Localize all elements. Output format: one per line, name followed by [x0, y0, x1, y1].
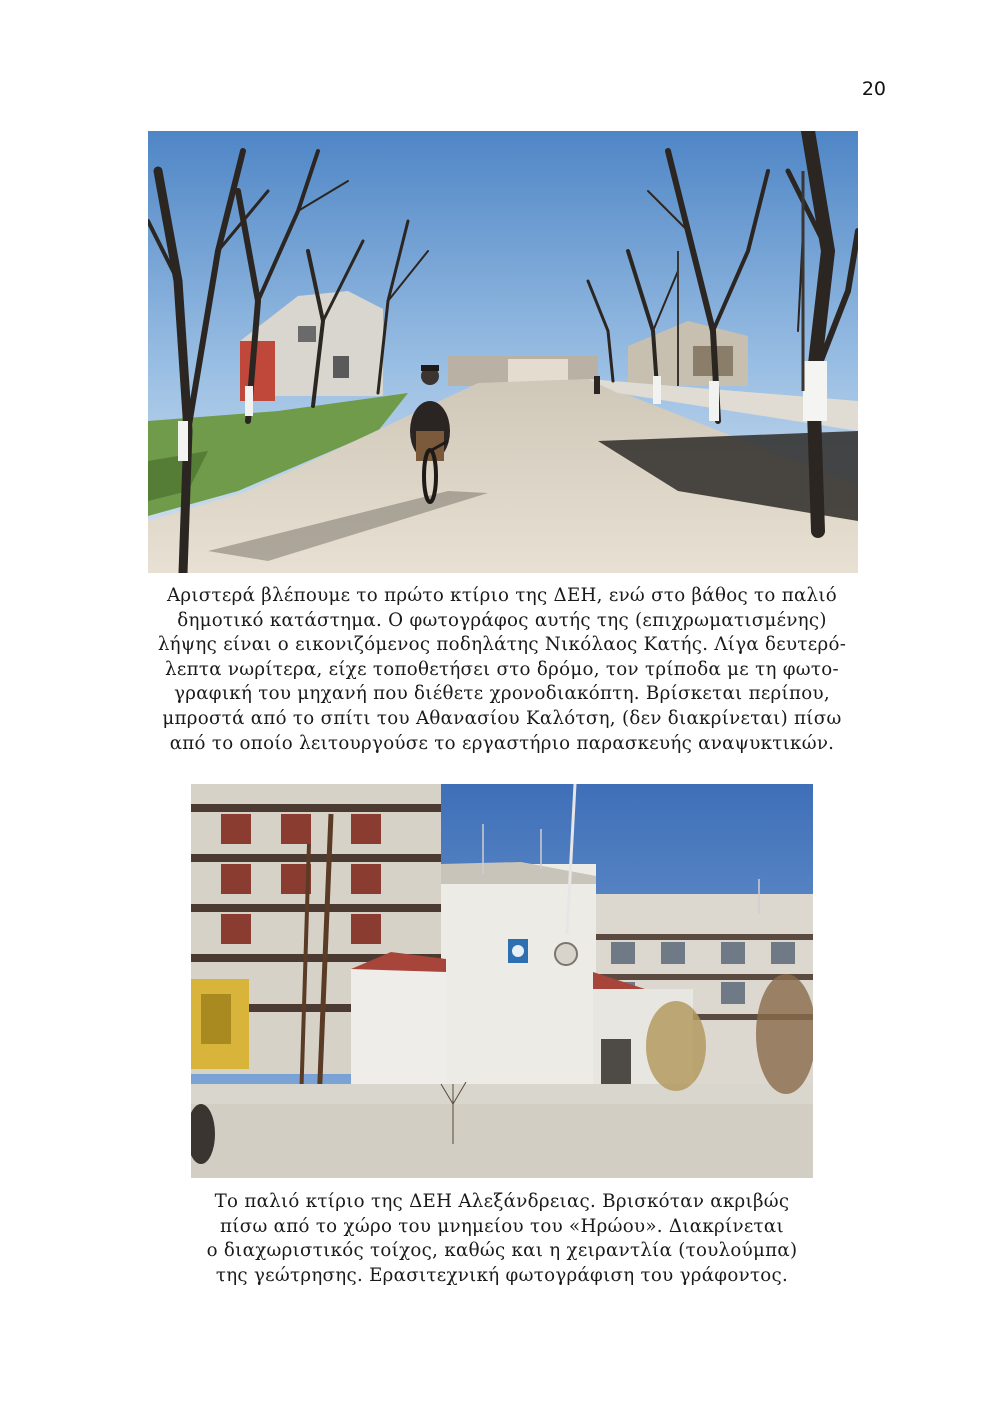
caption-line: της γεώτρησης. Ερασιτεχνική φωτογράφιση του γράφοντος. [215, 1264, 789, 1286]
caption-photo-1 [100, 584, 904, 756]
caption-line: λεπτα νωρίτερα, είχε τοποθετήσει στο δρόμο, τον τρίποδα με τη φωτο- [165, 658, 839, 680]
caption-line: πίσω από το χώρο του μνημείου του «Ηρώου». Διακρίνεται [220, 1215, 784, 1237]
caption-photo-2 [120, 1190, 884, 1288]
caption-line: Το παλιό κτίριο της ΔΕΗ Αλεξάνδρειας. Βρισκόταν ακριβώς [214, 1191, 790, 1212]
caption-line: από το οποίο λειτουργούσε το εργαστήριο παρασκευής αναψυκτικών. [169, 732, 835, 754]
caption-line: δημοτικό κατάστημα. Ο φωτογράφος αυτής της (επιχρωματισμένης) [177, 609, 827, 631]
page-number: 20 [861, 78, 886, 100]
photo-road-cyclist [148, 131, 858, 573]
caption-line: μπροστά από το σπίτι του Αθανασίου Καλότση, (δεν διακρίνεται) πίσω [162, 707, 842, 729]
caption-line: Αριστερά βλέπουμε το πρώτο κτίριο της ΔΕΗ, ενώ στο βάθος το παλιό [166, 585, 838, 606]
caption-line: ο διαχωριστικός τοίχος, καθώς και η χειραντλία (τουλούμπα) [206, 1240, 798, 1262]
photo-deh-building [191, 784, 813, 1178]
caption-line: λήψης είναι ο εικονιζόμενος ποδηλάτης Νικόλαος Κατής. Λίγα δευτερό- [157, 634, 847, 656]
caption-line: γραφική του μηχανή που διέθετε χρονοδιακόπτη. Βρίσκεται περίπου, [174, 683, 830, 705]
